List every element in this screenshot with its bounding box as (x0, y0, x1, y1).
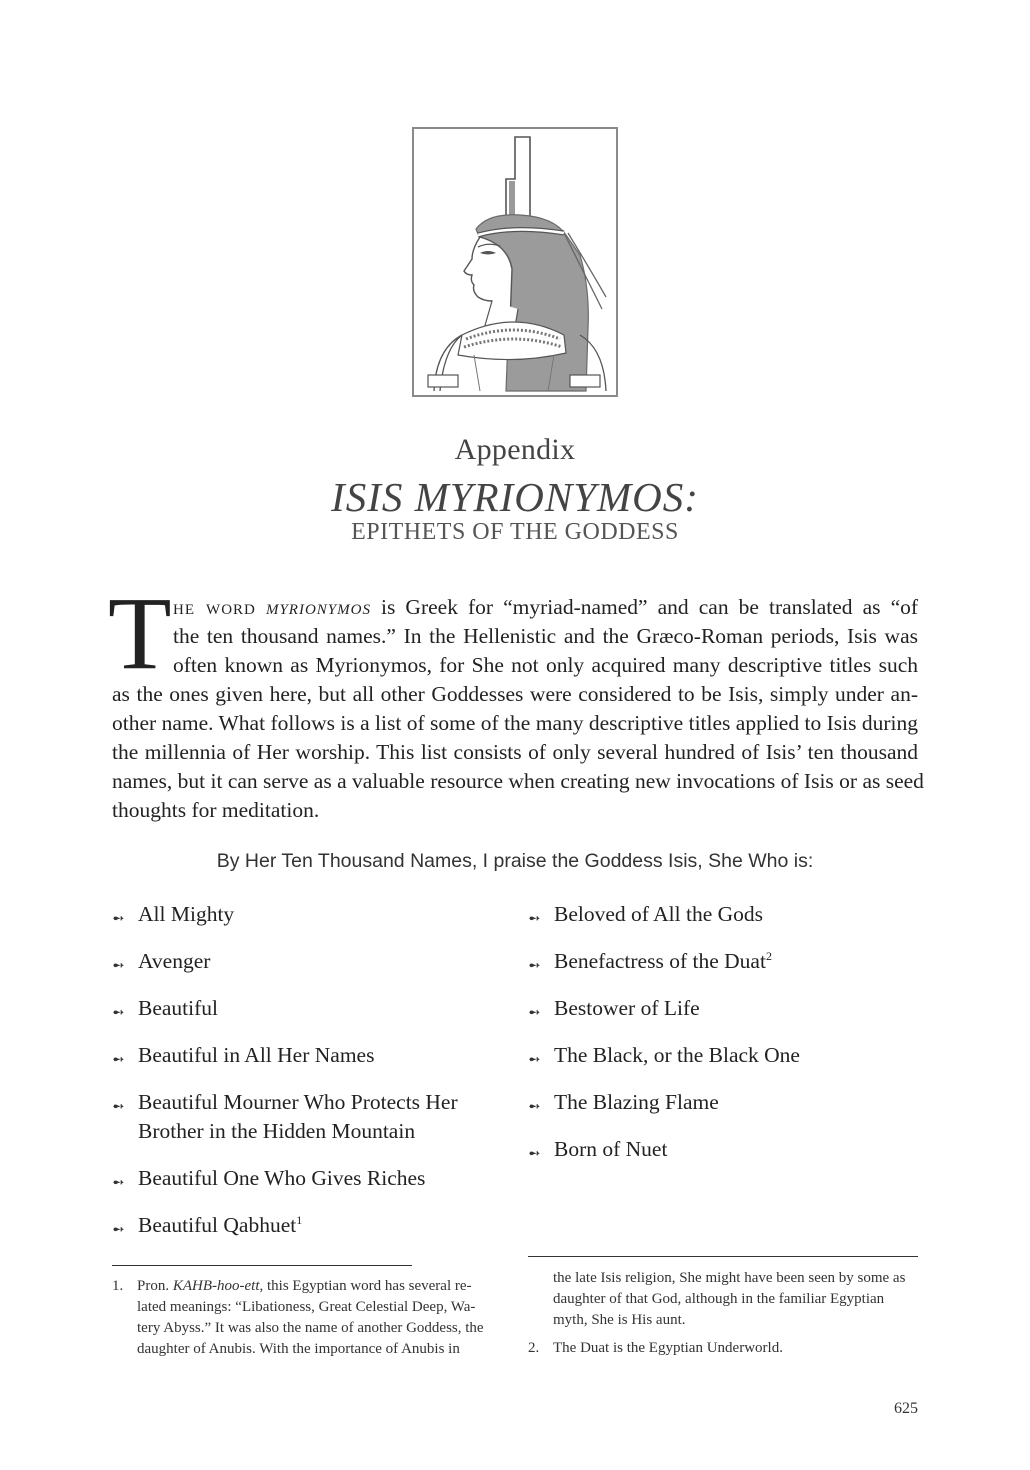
epithet-item (112, 1041, 492, 1070)
epithet-item (528, 1135, 918, 1164)
appendix-label: Appendix (454, 433, 576, 466)
epithets-right-column (528, 900, 918, 1200)
paragraph-line: thoughts for meditation. (112, 798, 320, 822)
epithet-line: The Black, or the Black One (554, 1043, 800, 1067)
footnote-line: tery Abyss.” It was also the name of another Goddess, the (137, 1320, 484, 1336)
lead-in-small-caps: he word (173, 595, 256, 619)
arrow-bullet-icon: ➻ (528, 1003, 541, 1021)
arrow-bullet-icon: ➻ (528, 1097, 541, 1115)
epithet-item (112, 994, 492, 1023)
footnote-number: 2. (528, 1340, 540, 1356)
epithet-line: All Mighty (138, 902, 235, 926)
epithet-item (528, 1088, 918, 1117)
epithet-item (528, 900, 918, 929)
epithet-text (138, 1041, 374, 1070)
paragraph-line-text: is Greek for “myriad-named” and can be translated as “of (381, 595, 919, 619)
epithet-line: Beloved of All the Gods (554, 902, 764, 926)
epithet-line: Benefactress of the Duat$^2$ (554, 948, 772, 973)
epithet-line: Beautiful Mourner Who Protects Her (138, 1090, 458, 1114)
epithet-line: Beautiful in All Her Names (138, 1043, 375, 1067)
epithet-item (112, 1211, 492, 1240)
paragraph-line: the ten thousand names.” In the Hellenistic and the Græco-Roman periods, Isis was (173, 624, 918, 648)
footnote-line: the late Isis religion, She might have been seen by some as (553, 1270, 906, 1286)
epithet-line: Beautiful One Who Gives Riches (138, 1166, 426, 1190)
footnote-line-rest: , this Egyptian word has several re- (259, 1278, 472, 1294)
myrionymos-term: myrionymos (265, 595, 371, 619)
epithet-line: The Blazing Flame (554, 1090, 719, 1114)
footnote-reference: 1 (296, 1212, 303, 1227)
footnote-1-continued-body (553, 1268, 918, 1331)
footnote-number: 1. (112, 1278, 124, 1294)
arrow-bullet-icon: ➻ (112, 1173, 125, 1191)
footnote-line: daughter of Anubis. With the importance of Anubis in (137, 1341, 460, 1357)
arrow-bullet-icon: ➻ (112, 1050, 125, 1068)
epithet-text (138, 1088, 458, 1146)
epithet-line: Brother in the Hidden Mountain (138, 1119, 416, 1143)
epithet-item (528, 1041, 918, 1070)
epithets-intro: By Her Ten Thousand Names, I praise the Goddess Isis, She Who is: (216, 850, 814, 872)
paragraph-line (173, 593, 918, 622)
epithet-text (138, 1211, 302, 1240)
epithet-item (528, 994, 918, 1023)
paragraph-line: often known as Myrionymos, for She not only acquired many descriptive titles such (173, 653, 918, 677)
arrow-bullet-icon: ➻ (112, 909, 125, 927)
isis-illustration-frame (412, 127, 618, 397)
paragraph-line: other name. What follows is a list of some of the many descriptive titles applied to Isis during (112, 711, 918, 735)
page-subtitle: EPITHETS OF THE GODDESS (351, 519, 679, 545)
epithet-line: Beautiful (138, 996, 219, 1020)
page-title: ISIS MYRIONYMOS: (331, 474, 699, 520)
page-number: 625 (894, 1400, 918, 1417)
epithet-line: Born of Nuet (554, 1137, 668, 1161)
footnote-1 (112, 1276, 504, 1366)
arrow-bullet-icon: ➻ (112, 1097, 125, 1115)
drop-cap: T (108, 576, 172, 691)
epithet-line: Bestower of Life (554, 996, 700, 1020)
footnote-line (137, 1276, 504, 1297)
arrow-bullet-icon: ➻ (528, 956, 541, 974)
epithet-text (554, 1135, 667, 1164)
epithet-text (554, 994, 700, 1023)
epithet-text (138, 1164, 425, 1193)
footnote-rule-left (112, 1265, 412, 1266)
epithet-item (112, 1088, 492, 1146)
arrow-bullet-icon: ➻ (528, 1050, 541, 1068)
footnote-2-text: The Duat is the Egyptian Underworld. (553, 1340, 783, 1356)
arrow-bullet-icon: ➻ (112, 956, 125, 974)
footnote-line: daughter of that God, although in the familiar Egyptian (553, 1291, 885, 1307)
epithet-text (138, 947, 210, 976)
isis-profile-with-throne-crown-icon (414, 129, 616, 395)
epithet-text (554, 947, 772, 976)
footnote-1-body (137, 1276, 504, 1360)
epithet-line: Beautiful Qabhuet$^1$ (138, 1212, 303, 1237)
epithet-item (112, 947, 492, 976)
epithets-left-column (112, 900, 492, 1240)
arrow-bullet-icon: ➻ (112, 1003, 125, 1021)
footnote-line: myth, She is His aunt. (553, 1312, 686, 1328)
footnote-2 (528, 1338, 918, 1360)
footnote-line: lated meanings: “Libationess, Great Celestial Deep, Wa- (137, 1299, 476, 1315)
footnote-pronunciation: KAHB-hoo-ett (172, 1278, 260, 1294)
paragraph-line: the millennia of Her worship. This list consists of only several hundred of Isis’ ten thousand (112, 740, 918, 764)
arrow-bullet-icon: ➻ (528, 1144, 541, 1162)
epithet-line: Avenger (138, 949, 211, 973)
epithet-item (528, 947, 918, 976)
paragraph-line: names, but it can serve as a valuable resource when creating new invocations of Isis or as seed (112, 769, 924, 793)
epithet-item (112, 900, 492, 929)
arrow-bullet-icon: ➻ (112, 1220, 125, 1238)
footnote-pron: Pron. (137, 1278, 173, 1294)
epithet-item (112, 1164, 492, 1193)
footnote-reference: 2 (765, 948, 772, 963)
paragraph-line: as the ones given here, but all other Goddesses were considered to be Isis, simply under an- (112, 682, 918, 706)
epithet-text (138, 900, 234, 929)
epithet-text (554, 1041, 800, 1070)
arrow-bullet-icon: ➻ (528, 909, 541, 927)
epithet-text (138, 994, 218, 1023)
epithet-text (554, 1088, 719, 1117)
footnote-rule-right (528, 1256, 918, 1257)
epithet-text (554, 900, 763, 929)
